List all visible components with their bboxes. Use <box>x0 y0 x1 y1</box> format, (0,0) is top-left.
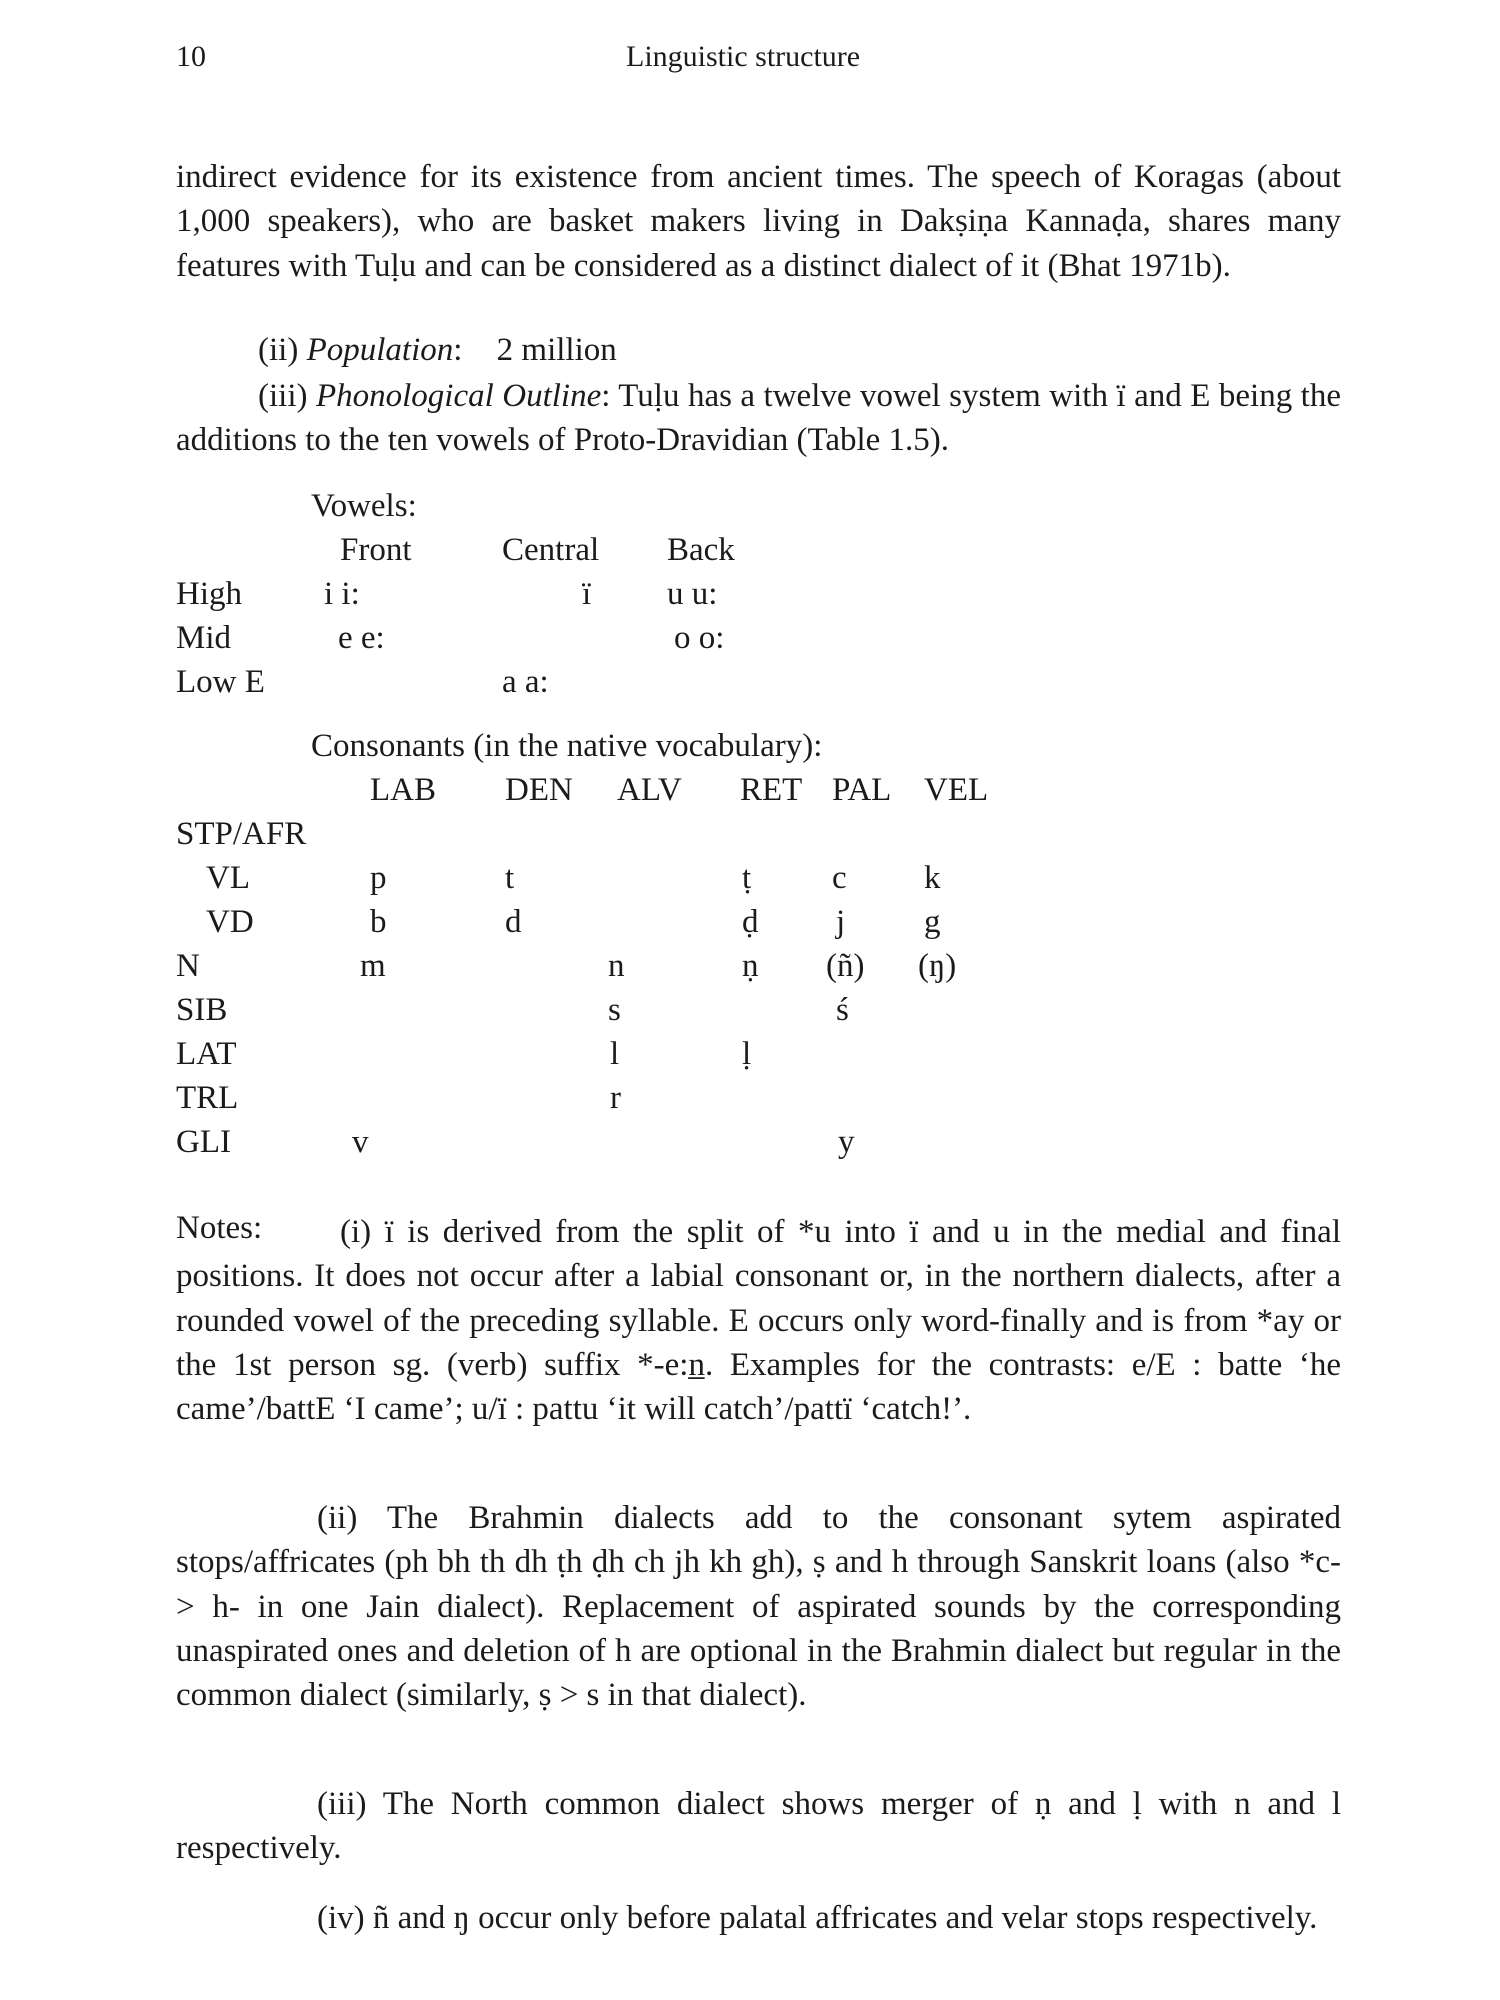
cons-row-label: VL <box>206 860 250 896</box>
consonant-cell: m <box>360 948 386 984</box>
vowels-row-label: High <box>176 576 242 612</box>
vowels-title: Vowels: <box>311 488 417 524</box>
note-2: (ii) The Brahmin dialects add to the consonant sytem aspirated stops/affricates (ph bh th dh ṭh ḍh ch jh kh gh), ṣ and h through Sanskrit loans (also *c- > h- in one Jain dialect). Replacement of aspirated sounds by the corresponding unaspirated ones and deletion of h are optional in the Brahmin dialect but regular in the common dialect (similarly, ṣ > s in that dialect). <box>176 1500 1341 1714</box>
notes-label: Notes: <box>176 1210 263 1246</box>
vowels-col-front: Front <box>340 532 412 568</box>
vowel-cell: u u: <box>667 576 718 612</box>
vowel-cell: ï <box>582 576 592 612</box>
note-3: (iii) The North common dialect shows merger of ṇ and ḷ with n and l respectively. <box>176 1786 1341 1867</box>
consonant-cell: (ŋ) <box>918 948 957 984</box>
vowels-col-back: Back <box>667 532 735 568</box>
consonant-cell: ḍ <box>742 904 759 940</box>
consonant-cell: j <box>836 904 846 940</box>
cons-col-alv: ALV <box>617 772 682 808</box>
consonant-cell: r <box>610 1080 621 1116</box>
intro-paragraph: indirect evidence for its existence from ancient times. The speech of Koragas (about 1,000 speakers), who are basket makers living in Dakṣiṇa Kannaḍa, shares many features with Tuḷu and can be considered as a distinct dialect of it (Bhat 1971b). <box>176 159 1341 284</box>
phonological-label: Phonological Outline <box>315 378 602 414</box>
consonant-cell: ṭ <box>742 860 752 896</box>
phonological-paragraph <box>176 374 1341 463</box>
vowel-cell: i i: <box>324 576 360 612</box>
consonant-cell: c <box>832 860 847 896</box>
cons-col-den: DEN <box>505 772 573 808</box>
consonant-cell: p <box>370 860 387 896</box>
phonological-text: : Tuḷu has a twelve vowel system with ï and E being the additions to the ten vowels of Proto-Dravidian (Table 1.5). <box>176 378 1341 459</box>
consonant-cell: n <box>608 948 625 984</box>
population-line <box>258 332 617 369</box>
cons-row-label: VD <box>206 904 254 940</box>
consonant-cell: v <box>352 1124 369 1160</box>
population-label: Population <box>306 332 454 368</box>
note-4: (iv) ñ and ŋ occur only before palatal affricates and velar stops respectively. <box>317 1900 1318 1936</box>
cons-row-label: LAT <box>176 1036 237 1072</box>
vowel-cell: e e: <box>338 620 385 656</box>
population-num: (ii) <box>258 332 299 368</box>
phonological-num: (iii) <box>258 378 308 414</box>
cons-group-label: STP/AFR <box>176 816 307 852</box>
running-title: Linguistic structure <box>626 40 861 73</box>
vowel-cell: o o: <box>674 620 725 656</box>
population-colon: : <box>453 332 463 368</box>
note-1: (i) ï is derived from the split of *u into ï and u in the medial and final positions. It does not occur after a labial consonant or, in the northern dialects, after a rounded vowel of the preceding syllable. E occurs only word-finally and is from *ay or the 1st person sg. (verb) suffix *-e:n̲. Examples for the contrasts: e/E : batte ‘he came’/battE ‘I came’; u/ï : pattu ‘it will catch’/pattï ‘catch!’. <box>176 1214 1341 1428</box>
consonant-cell: d <box>505 904 522 940</box>
consonant-cell: k <box>924 860 941 896</box>
cons-row-label: TRL <box>176 1080 239 1116</box>
consonant-cell: t <box>505 860 515 896</box>
vowels-row-label: Low E <box>176 664 265 700</box>
cons-col-ret: RET <box>740 772 803 808</box>
cons-row-label: SIB <box>176 992 228 1028</box>
vowels-col-central: Central <box>502 532 600 568</box>
consonant-cell: y <box>838 1124 855 1160</box>
consonant-cell: ḷ <box>742 1036 752 1072</box>
page-number: 10 <box>176 40 206 73</box>
cons-col-lab: LAB <box>370 772 436 808</box>
consonants-title: Consonants (in the native vocabulary): <box>311 728 823 764</box>
cons-col-pal: PAL <box>832 772 892 808</box>
consonant-cell: ś <box>836 992 849 1028</box>
cons-col-vel: VEL <box>924 772 989 808</box>
consonant-cell: ṇ <box>742 948 759 984</box>
population-value: 2 million <box>496 332 617 368</box>
cons-row-label: GLI <box>176 1124 231 1160</box>
consonant-cell: s <box>608 992 621 1028</box>
consonant-cell: g <box>924 904 941 940</box>
consonant-cell: (ñ) <box>826 948 865 984</box>
consonant-cell: b <box>370 904 387 940</box>
cons-row-label: N <box>176 948 200 984</box>
vowels-row-label: Mid <box>176 620 232 656</box>
consonant-cell: l <box>610 1036 620 1072</box>
vowel-cell: a a: <box>502 664 549 700</box>
